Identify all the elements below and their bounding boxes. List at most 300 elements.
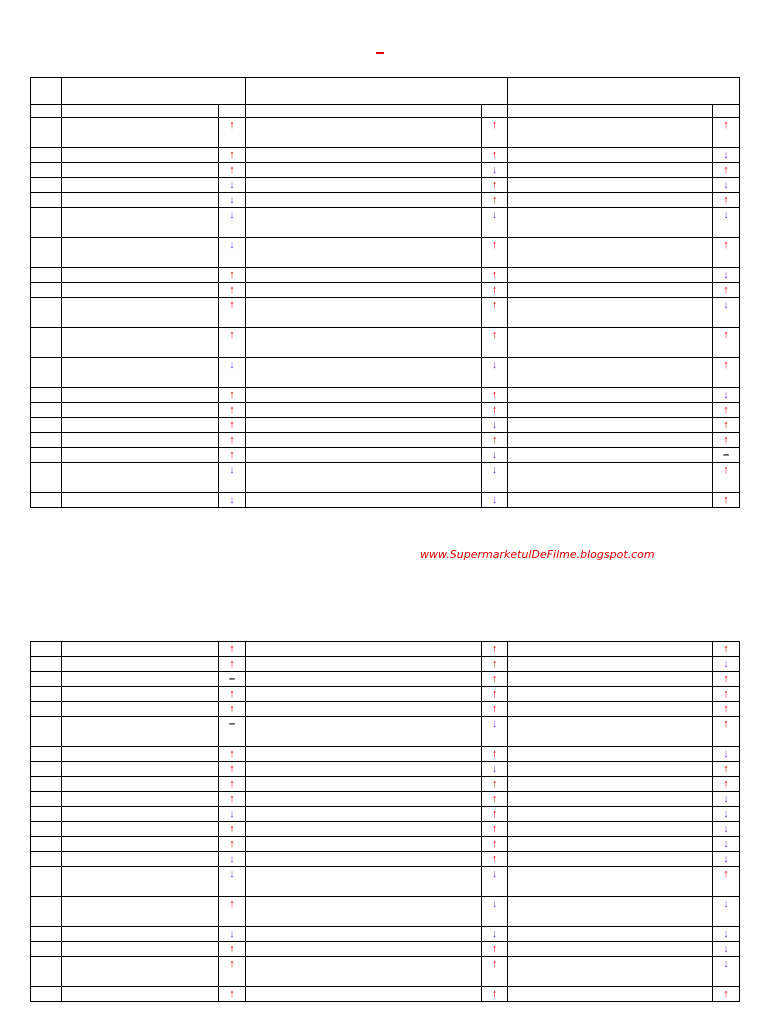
- arrow-up-icon: ↑: [491, 119, 498, 131]
- row-number-cell: [31, 657, 62, 672]
- arrow-down-icon: ↓: [491, 928, 498, 940]
- row-number-cell: [31, 148, 62, 163]
- row-number-cell: [31, 298, 62, 328]
- text-cell: [246, 493, 482, 508]
- table-row: [31, 193, 740, 208]
- text-cell: [62, 358, 219, 388]
- arrow-up-icon: ↑: [723, 868, 729, 880]
- text-cell: [508, 702, 713, 717]
- text-cell: [62, 328, 219, 358]
- trend-cell: [482, 822, 508, 837]
- arrow-up-icon: ↑: [723, 988, 729, 1000]
- text-cell: [62, 418, 219, 433]
- row-number-cell: [31, 433, 62, 448]
- subheader-text-cell: [62, 105, 219, 118]
- trend-cell: [219, 897, 246, 927]
- arrow-up-icon: ↑: [491, 239, 498, 251]
- arrow-up-icon: ↑: [723, 688, 729, 700]
- arrow-down-icon: ↓: [723, 943, 729, 955]
- text-cell: [246, 957, 482, 987]
- text-cell: [62, 927, 219, 942]
- trend-cell: [219, 807, 246, 822]
- arrow-up-icon: ↑: [491, 299, 498, 311]
- row-number-cell: [31, 193, 62, 208]
- table-row: [31, 687, 740, 702]
- arrow-down-icon: ↓: [229, 194, 235, 206]
- text-cell: [508, 433, 713, 448]
- text-cell: [62, 792, 219, 807]
- arrow-up-icon: ↑: [229, 404, 235, 416]
- arrow-up-icon: ↑: [491, 643, 498, 655]
- row-number-cell: [31, 178, 62, 193]
- text-cell: [246, 193, 482, 208]
- trend-cell: [482, 657, 508, 672]
- arrow-up-icon: ↑: [229, 988, 235, 1000]
- trend-cell: [713, 807, 740, 822]
- arrow-up-icon: ↑: [229, 299, 235, 311]
- trend-cell: [713, 448, 740, 463]
- arrow-up-icon: ↑: [229, 778, 235, 790]
- text-cell: [62, 657, 219, 672]
- trend-cell: [713, 178, 740, 193]
- text-cell: [62, 942, 219, 957]
- arrow-down-icon: ↓: [491, 209, 498, 221]
- trend-cell: [713, 792, 740, 807]
- table-row: [31, 298, 740, 328]
- table-row: [31, 942, 740, 957]
- row-number-cell: [31, 163, 62, 178]
- trend-cell: [219, 238, 246, 268]
- trend-cell: [482, 807, 508, 822]
- text-cell: [508, 807, 713, 822]
- table-row: [31, 777, 740, 792]
- arrow-up-icon: ↑: [491, 284, 498, 296]
- trend-cell: [482, 927, 508, 942]
- arrow-up-icon: ↑: [491, 748, 498, 760]
- arrow-up-icon: ↑: [491, 958, 498, 970]
- arrow-up-icon: ↑: [229, 958, 235, 970]
- row-number-cell: [31, 792, 62, 807]
- text-cell: [62, 642, 219, 657]
- trend-cell: [219, 118, 246, 148]
- text-cell: [62, 717, 219, 747]
- arrow-up-icon: ↑: [229, 838, 235, 850]
- row-number-cell: [31, 463, 62, 493]
- text-cell: [508, 193, 713, 208]
- table-row: [31, 358, 740, 388]
- trend-cell: [482, 897, 508, 927]
- arrow-down-icon: ↓: [491, 898, 498, 910]
- arrow-down-icon: ↓: [229, 464, 235, 476]
- trend-cell: [713, 957, 740, 987]
- arrow-down-icon: ↓: [723, 149, 729, 161]
- row-number-cell: [31, 105, 62, 118]
- trend-cell: [219, 717, 246, 747]
- text-cell: [508, 403, 713, 418]
- text-cell: [246, 687, 482, 702]
- arrow-up-icon: ↑: [229, 119, 235, 131]
- arrow-down-icon: ↓: [723, 389, 729, 401]
- text-cell: [246, 118, 482, 148]
- row-number-cell: [31, 448, 62, 463]
- text-cell: [246, 148, 482, 163]
- trend-cell: [482, 987, 508, 1002]
- arrow-down-icon: ↓: [491, 868, 498, 880]
- text-cell: [246, 448, 482, 463]
- trend-cell: [482, 717, 508, 747]
- trend-cell: [713, 358, 740, 388]
- trend-cell: [482, 433, 508, 448]
- data-table-1: [30, 77, 740, 508]
- trend-cell: [219, 493, 246, 508]
- row-number-cell: [31, 687, 62, 702]
- arrow-up-icon: ↑: [491, 329, 498, 341]
- table-row: [31, 463, 740, 493]
- text-cell: [62, 777, 219, 792]
- arrow-up-icon: ↑: [723, 404, 729, 416]
- column-group-header-3: [508, 78, 740, 105]
- text-cell: [246, 762, 482, 777]
- trend-cell: [713, 493, 740, 508]
- arrow-up-icon: ↑: [229, 823, 235, 835]
- table-row: [31, 105, 740, 118]
- text-cell: [246, 642, 482, 657]
- text-cell: [508, 747, 713, 762]
- trend-cell: [482, 642, 508, 657]
- arrow-up-icon: ↑: [229, 434, 235, 446]
- row-number-cell: [31, 403, 62, 418]
- trend-cell: [713, 777, 740, 792]
- text-cell: [508, 163, 713, 178]
- text-cell: [508, 927, 713, 942]
- table-row: [31, 163, 740, 178]
- trend-cell: [482, 463, 508, 493]
- arrow-down-icon: ↓: [723, 898, 729, 910]
- table-row: [31, 657, 740, 672]
- text-cell: [508, 418, 713, 433]
- arrow-down-icon: ↓: [491, 494, 498, 506]
- trend-cell: [482, 358, 508, 388]
- trend-cell: [713, 927, 740, 942]
- text-cell: [62, 148, 219, 163]
- trend-cell: [219, 268, 246, 283]
- arrow-up-icon: ↑: [723, 494, 729, 506]
- text-cell: [62, 867, 219, 897]
- trend-cell: [482, 178, 508, 193]
- row-number-cell: [31, 702, 62, 717]
- trend-cell: [482, 702, 508, 717]
- arrow-down-icon: ↓: [723, 808, 729, 820]
- trend-cell: [713, 747, 740, 762]
- arrow-up-icon: ↑: [723, 778, 729, 790]
- trend-cell: [713, 283, 740, 298]
- arrow-down-icon: ↓: [491, 763, 498, 775]
- text-cell: [508, 493, 713, 508]
- arrow-up-icon: ↑: [491, 688, 498, 700]
- text-cell: [62, 747, 219, 762]
- row-number-cell: [31, 283, 62, 298]
- trend-cell: [713, 897, 740, 927]
- trend-cell: [713, 762, 740, 777]
- trend-cell: [482, 672, 508, 687]
- table-row: [31, 418, 740, 433]
- trend-cell: [219, 762, 246, 777]
- text-cell: [246, 298, 482, 328]
- table-row: [31, 837, 740, 852]
- arrow-down-icon: ↓: [229, 808, 235, 820]
- arrow-up-icon: ↑: [491, 943, 498, 955]
- text-cell: [246, 897, 482, 927]
- text-cell: [62, 822, 219, 837]
- arrow-down-icon: ↓: [723, 958, 729, 970]
- row-number-cell: [31, 268, 62, 283]
- text-cell: [246, 852, 482, 867]
- trend-cell: [482, 942, 508, 957]
- arrow-up-icon: ↑: [723, 643, 729, 655]
- trend-cell: [482, 762, 508, 777]
- text-cell: [62, 672, 219, 687]
- trend-cell: [219, 358, 246, 388]
- text-cell: [246, 867, 482, 897]
- trend-cell: [219, 178, 246, 193]
- table-row: [31, 957, 740, 987]
- text-cell: [62, 118, 219, 148]
- text-cell: [62, 807, 219, 822]
- text-cell: [246, 328, 482, 358]
- footer-website-link[interactable]: www.SupermarketulDeFilme.blogspot.com: [420, 548, 655, 561]
- table-row: [31, 238, 740, 268]
- arrow-down-icon: ↓: [723, 838, 729, 850]
- text-cell: [246, 463, 482, 493]
- table-row: [31, 493, 740, 508]
- dash-icon: –: [228, 718, 236, 730]
- trend-cell: [219, 777, 246, 792]
- text-cell: [508, 897, 713, 927]
- table-row: [31, 118, 740, 148]
- text-cell: [508, 178, 713, 193]
- arrow-down-icon: ↓: [491, 419, 498, 431]
- text-cell: [246, 807, 482, 822]
- row-number-cell: [31, 762, 62, 777]
- trend-cell: [482, 957, 508, 987]
- trend-cell: [219, 687, 246, 702]
- text-cell: [62, 852, 219, 867]
- arrow-up-icon: ↑: [229, 449, 235, 461]
- trend-cell: [219, 927, 246, 942]
- trend-cell: [482, 418, 508, 433]
- trend-cell: [713, 193, 740, 208]
- trend-cell: [482, 388, 508, 403]
- trend-cell: [713, 867, 740, 897]
- text-cell: [246, 927, 482, 942]
- table-row: [31, 328, 740, 358]
- text-cell: [508, 717, 713, 747]
- trend-cell: [219, 942, 246, 957]
- arrow-up-icon: ↑: [491, 793, 498, 805]
- row-number-cell: [31, 358, 62, 388]
- trend-cell: [482, 268, 508, 283]
- text-cell: [246, 358, 482, 388]
- table-row: [31, 852, 740, 867]
- trend-cell: [713, 463, 740, 493]
- arrow-up-icon: ↑: [229, 389, 235, 401]
- trend-cell: [482, 448, 508, 463]
- text-cell: [246, 403, 482, 418]
- table-row: [31, 747, 740, 762]
- text-cell: [62, 493, 219, 508]
- trend-cell: [219, 448, 246, 463]
- trend-cell: [219, 388, 246, 403]
- arrow-down-icon: ↓: [723, 209, 729, 221]
- table-row: [31, 897, 740, 927]
- arrow-up-icon: ↑: [491, 823, 498, 835]
- trend-cell: [713, 268, 740, 283]
- arrow-up-icon: ↑: [491, 434, 498, 446]
- table-row: [31, 807, 740, 822]
- trend-cell: [713, 642, 740, 657]
- subheader-trend-cell: [482, 105, 508, 118]
- text-cell: [508, 298, 713, 328]
- text-cell: [508, 283, 713, 298]
- row-number-cell: [31, 957, 62, 987]
- arrow-down-icon: ↓: [491, 464, 498, 476]
- text-cell: [246, 747, 482, 762]
- trend-cell: [482, 193, 508, 208]
- text-cell: [508, 867, 713, 897]
- trend-cell: [713, 837, 740, 852]
- arrow-up-icon: ↑: [229, 419, 235, 431]
- trend-cell: [219, 957, 246, 987]
- text-cell: [508, 792, 713, 807]
- trend-cell: [482, 687, 508, 702]
- text-cell: [246, 283, 482, 298]
- arrow-up-icon: ↑: [491, 389, 498, 401]
- text-cell: [62, 448, 219, 463]
- arrow-down-icon: ↓: [229, 853, 235, 865]
- table-row: [31, 672, 740, 687]
- text-cell: [246, 822, 482, 837]
- table-row: [31, 283, 740, 298]
- trend-cell: [219, 463, 246, 493]
- arrow-up-icon: ↑: [229, 703, 235, 715]
- arrow-up-icon: ↑: [229, 748, 235, 760]
- row-number-cell: [31, 987, 62, 1002]
- text-cell: [508, 642, 713, 657]
- arrow-up-icon: ↑: [723, 419, 729, 431]
- trend-cell: [713, 118, 740, 148]
- text-cell: [508, 987, 713, 1002]
- row-number-cell: [31, 942, 62, 957]
- arrow-down-icon: ↓: [491, 164, 498, 176]
- arrow-up-icon: ↑: [491, 179, 498, 191]
- trend-cell: [219, 837, 246, 852]
- row-number-cell: [31, 78, 62, 105]
- trend-cell: [713, 852, 740, 867]
- arrow-down-icon: ↓: [723, 748, 729, 760]
- trend-cell: [713, 208, 740, 238]
- trend-cell: [713, 657, 740, 672]
- trend-cell: [713, 822, 740, 837]
- arrow-down-icon: ↓: [229, 928, 235, 940]
- arrow-down-icon: ↓: [723, 793, 729, 805]
- text-cell: [508, 822, 713, 837]
- trend-cell: [713, 298, 740, 328]
- trend-cell: [219, 208, 246, 238]
- trend-cell: [219, 702, 246, 717]
- arrow-up-icon: ↑: [229, 943, 235, 955]
- trend-cell: [713, 987, 740, 1002]
- trend-cell: [713, 687, 740, 702]
- text-cell: [246, 702, 482, 717]
- table-row: [31, 178, 740, 193]
- row-number-cell: [31, 822, 62, 837]
- arrow-up-icon: ↑: [491, 149, 498, 161]
- arrow-up-icon: ↑: [723, 329, 729, 341]
- trend-cell: [219, 672, 246, 687]
- text-cell: [62, 463, 219, 493]
- trend-cell: [713, 942, 740, 957]
- arrow-up-icon: ↑: [723, 284, 729, 296]
- text-cell: [508, 448, 713, 463]
- trend-cell: [219, 403, 246, 418]
- trend-cell: [713, 403, 740, 418]
- text-cell: [246, 163, 482, 178]
- arrow-down-icon: ↓: [229, 239, 235, 251]
- arrow-up-icon: ↑: [723, 763, 729, 775]
- table-row: [31, 208, 740, 238]
- trend-cell: [219, 822, 246, 837]
- row-number-cell: [31, 642, 62, 657]
- trend-cell: [713, 163, 740, 178]
- arrow-up-icon: ↑: [723, 119, 729, 131]
- column-group-header-1: [62, 78, 246, 105]
- arrow-up-icon: ↑: [723, 464, 729, 476]
- text-cell: [508, 942, 713, 957]
- arrow-down-icon: ↓: [491, 718, 498, 730]
- text-cell: [246, 238, 482, 268]
- arrow-up-icon: ↑: [229, 793, 235, 805]
- data-table-2: [30, 641, 740, 1002]
- arrow-down-icon: ↓: [723, 299, 729, 311]
- table-row: [31, 268, 740, 283]
- text-cell: [508, 238, 713, 268]
- arrow-up-icon: ↑: [491, 703, 498, 715]
- arrow-down-icon: ↓: [229, 179, 235, 191]
- row-number-cell: [31, 118, 62, 148]
- text-cell: [508, 687, 713, 702]
- arrow-up-icon: ↑: [491, 988, 498, 1000]
- text-cell: [246, 208, 482, 238]
- text-cell: [246, 178, 482, 193]
- text-cell: [508, 328, 713, 358]
- text-cell: [62, 687, 219, 702]
- arrow-up-icon: ↑: [491, 838, 498, 850]
- trend-cell: [219, 418, 246, 433]
- trend-cell: [713, 388, 740, 403]
- trend-cell: [219, 792, 246, 807]
- trend-cell: [482, 118, 508, 148]
- arrow-down-icon: ↓: [723, 928, 729, 940]
- text-cell: [62, 178, 219, 193]
- table-row: [31, 388, 740, 403]
- text-cell: [62, 268, 219, 283]
- trend-cell: [482, 163, 508, 178]
- dash-icon: –: [722, 449, 730, 461]
- text-cell: [246, 268, 482, 283]
- text-cell: [246, 987, 482, 1002]
- trend-cell: [482, 777, 508, 792]
- arrow-up-icon: ↑: [491, 658, 498, 670]
